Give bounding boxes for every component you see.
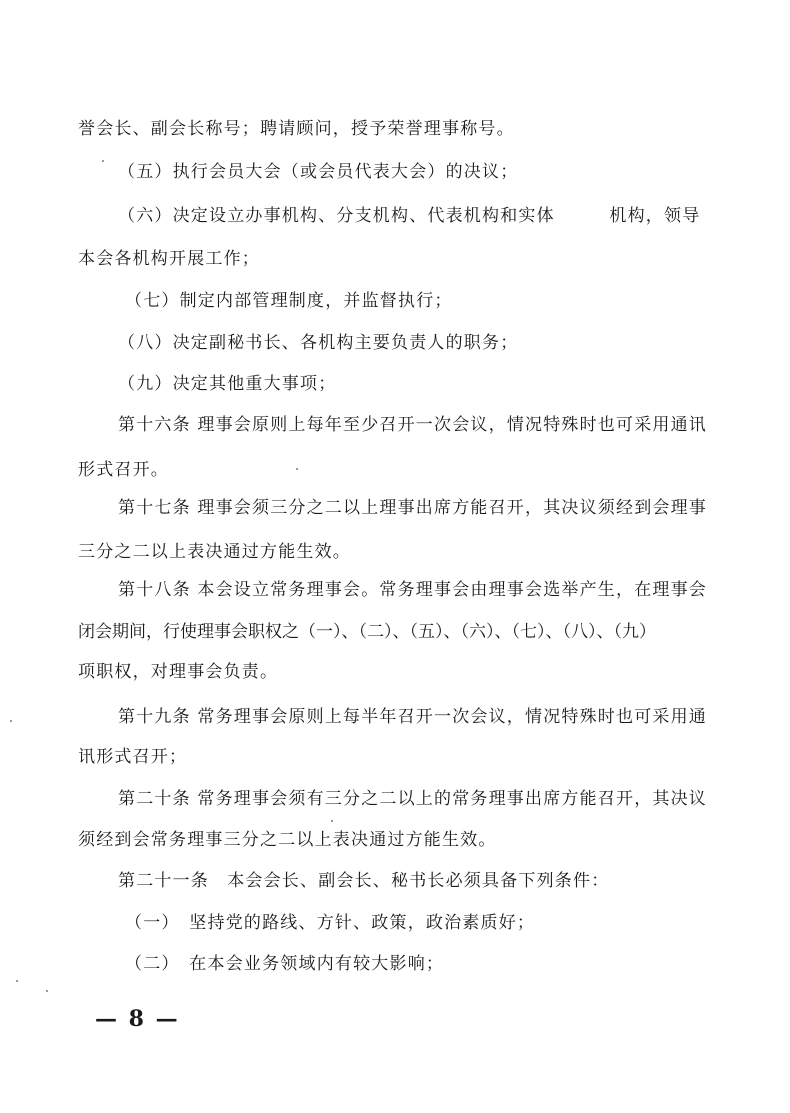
- text-line-15: 第十九条 常务理事会原则上每半年召开一次会议，情况特殊时也可采用通: [118, 707, 708, 727]
- scan-speck: [331, 820, 333, 822]
- scan-speck: [10, 720, 12, 722]
- text-line-4: 本会各机构开展工作；: [78, 249, 260, 269]
- text-line-7: （九）决定其他重大事项；: [118, 374, 337, 394]
- text-line-5: （七）制定内部管理制度，并监督执行；: [125, 291, 453, 311]
- text-line-13: 闭会期间，行使理事会职权之（一）、（二）、（五）、（六）、（七）、（八）、（九）: [78, 622, 656, 642]
- text-line-21: （二） 在本会业务领域内有较大影响；: [125, 954, 445, 974]
- text-line-19: 第二十一条 本会会长、副会长、秘书长必须具备下列条件：: [118, 871, 610, 891]
- page-number: — 8 —: [95, 1006, 180, 1032]
- text-line-16: 讯形式召开；: [78, 747, 188, 767]
- text-line-2: （五）执行会员大会（或会员代表大会）的决议；: [118, 162, 519, 182]
- text-line-6: （八）决定副秘书长、各机构主要负责人的职务；: [118, 333, 519, 353]
- text-line-10: 第十七条 理事会须三分之二以上理事出席方能召开，其决议须经到会理事: [118, 498, 708, 518]
- text-line-1: 誉会长、副会长称号；聘请顾问，授予荣誉理事称号。: [78, 119, 515, 139]
- text-line-14: 项职权，对理事会负责。: [78, 662, 279, 682]
- text-line-20: （一） 坚持党的路线、方针、政策，政治素质好；: [125, 913, 536, 933]
- scan-speck: [46, 990, 48, 992]
- scan-speck: [16, 980, 18, 982]
- text-line-8: 第十六条 理事会原则上每年至少召开一次会议，情况特殊时也可采用通讯: [118, 415, 708, 435]
- scan-speck: [102, 160, 104, 162]
- text-line-9: 形式召开。: [78, 460, 169, 480]
- text-line-18: 须经到会常务理事三分之二以上表决通过方能生效。: [78, 830, 497, 850]
- text-line-12: 第十八条 本会设立常务理事会。常务理事会由理事会选举产生，在理事会: [118, 580, 708, 600]
- text-line-17: 第二十条 常务理事会须有三分之二以上的常务理事出席方能召开，其决议: [118, 789, 708, 809]
- text-line-3: （六）决定设立办事机构、分支机构、代表机构和实体 机构，领导: [118, 206, 701, 226]
- scan-speck: [296, 468, 298, 470]
- text-line-11: 三分之二以上表决通过方能生效。: [78, 542, 351, 562]
